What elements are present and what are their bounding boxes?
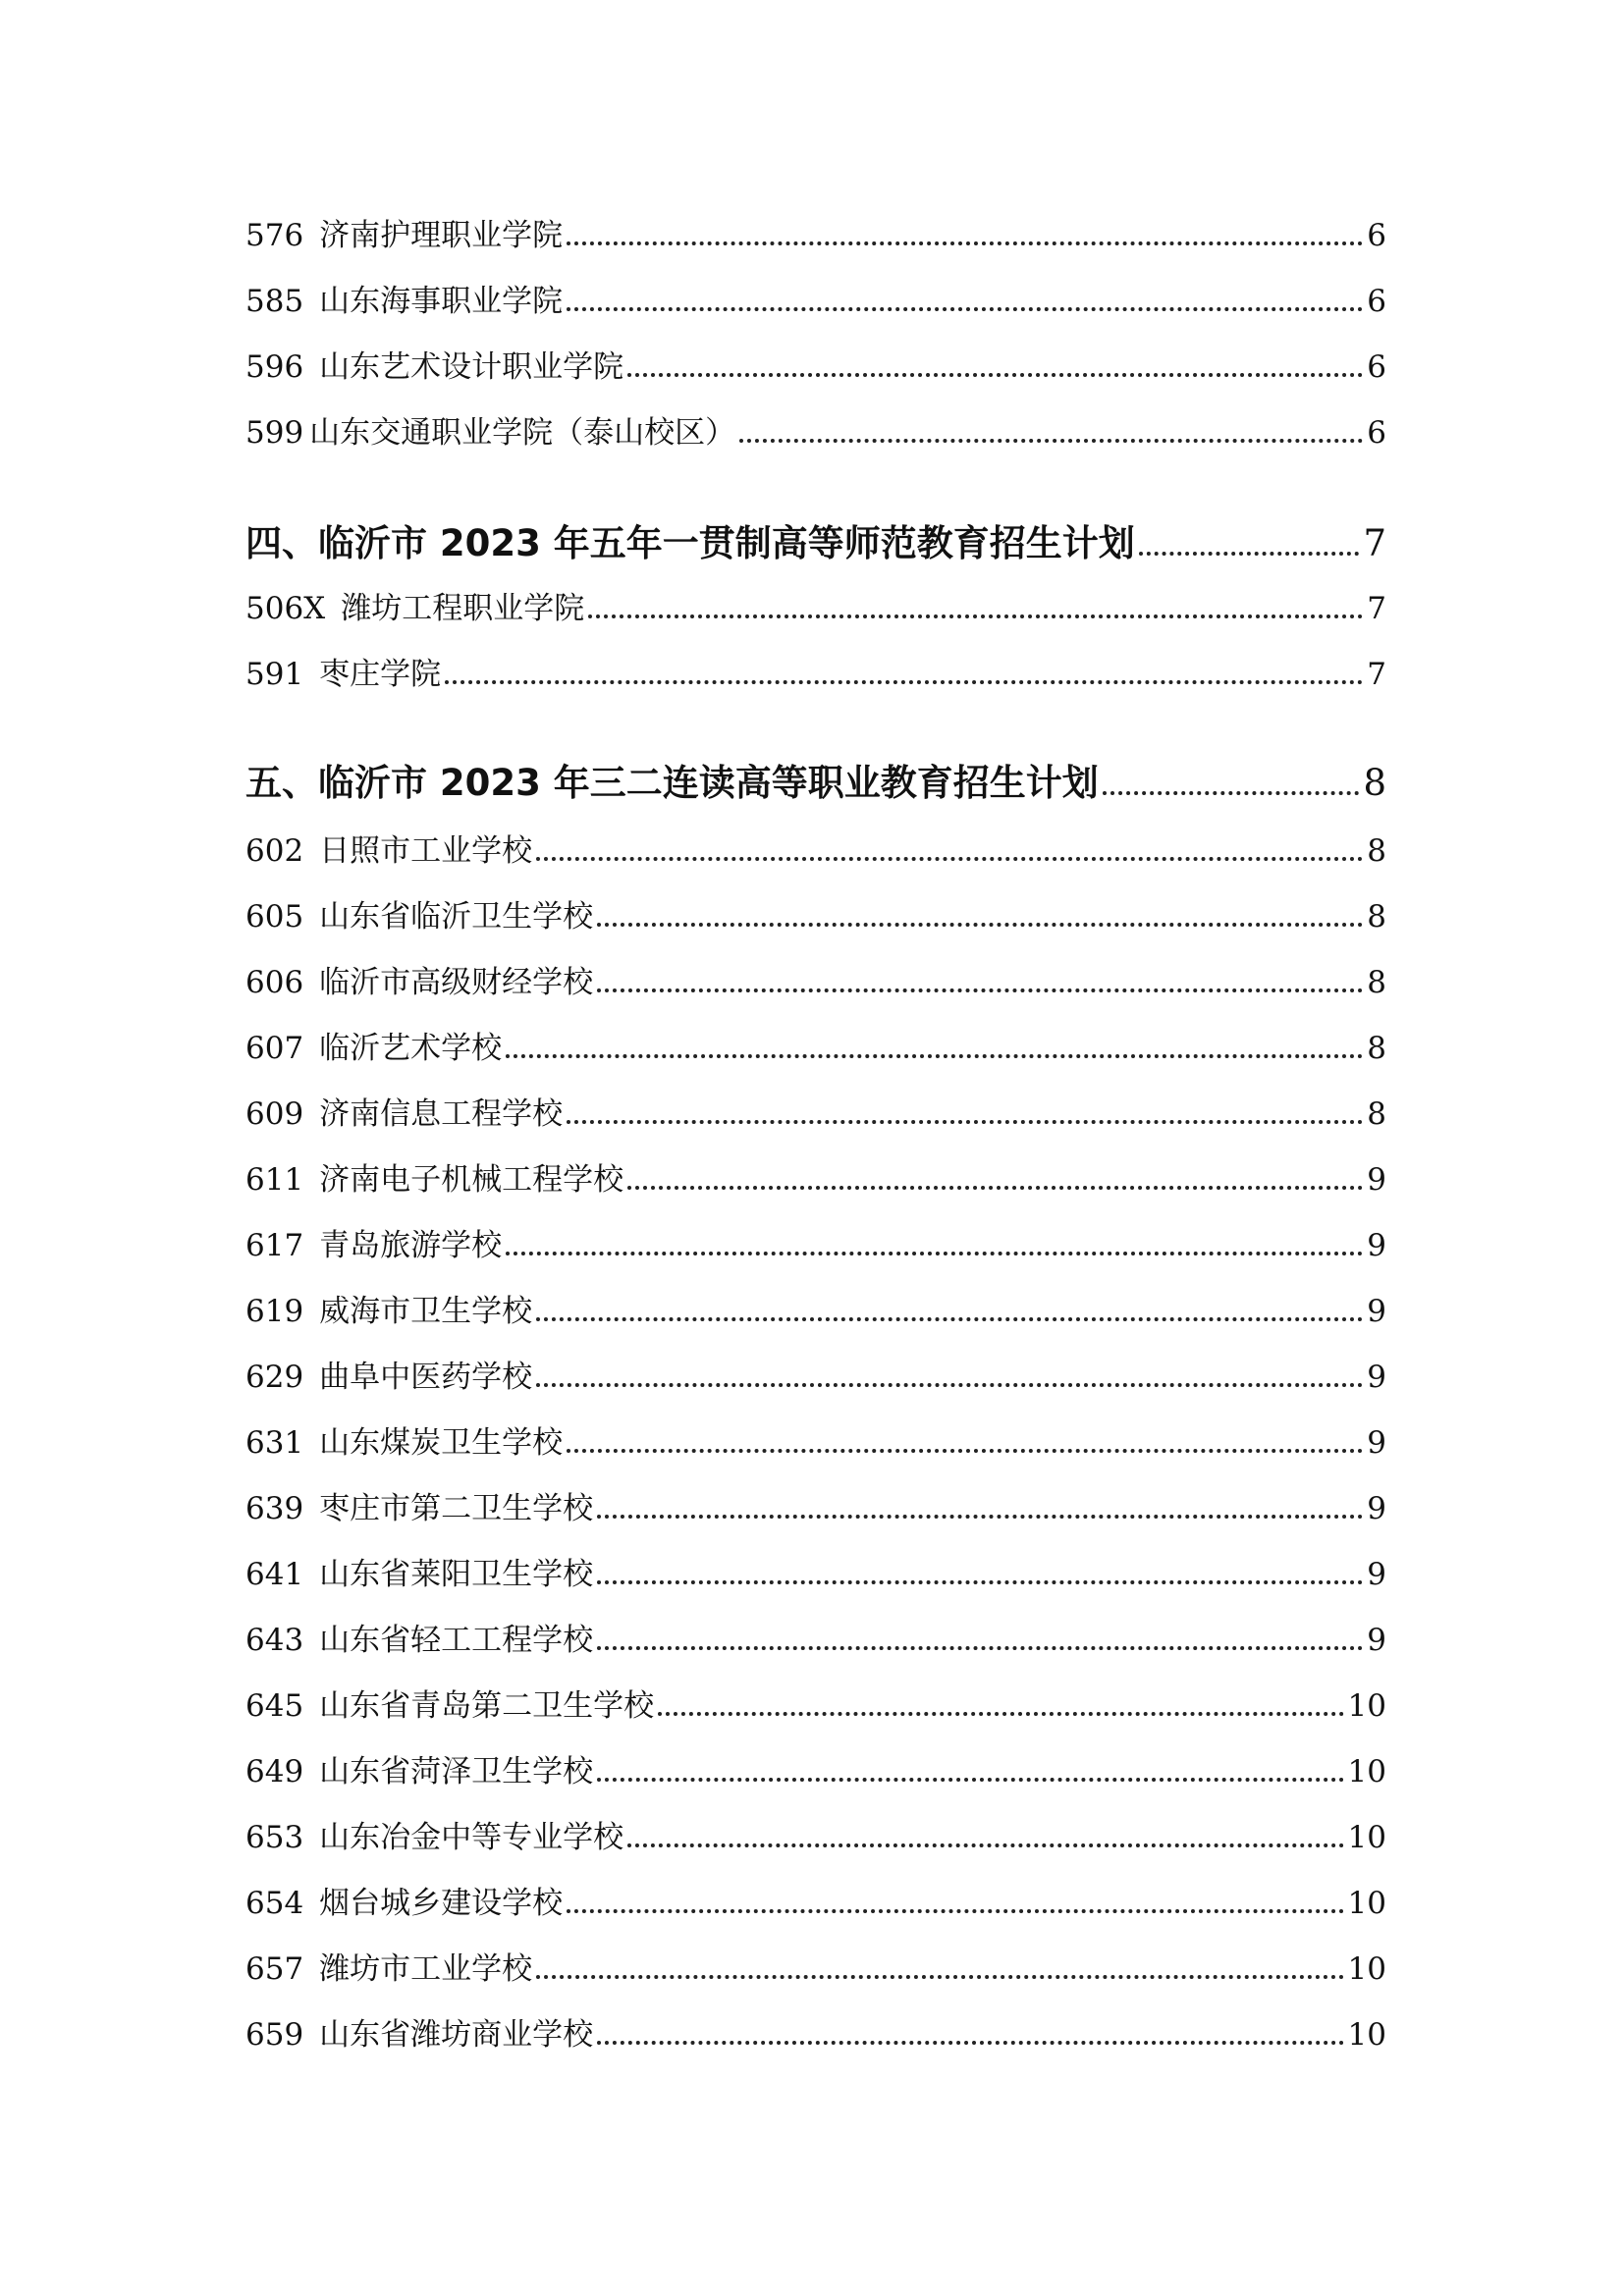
dot-leader xyxy=(739,411,1363,454)
entry-code: 605 xyxy=(245,899,304,934)
entry-title: 青岛旅游学校 xyxy=(319,1228,503,1263)
section-heading-title: 五、临沂市 2023 年三二连读高等职业教育招生计划 xyxy=(245,762,1099,804)
dot-leader xyxy=(597,1619,1363,1662)
dot-leader xyxy=(658,1684,1343,1728)
entry-code: 617 xyxy=(245,1228,304,1263)
entry-title: 山东省潍坊商业学校 xyxy=(319,2017,594,2053)
entry-code: 631 xyxy=(245,1425,304,1461)
entry-title: 山东省轻工工程学校 xyxy=(319,1623,594,1658)
dot-leader xyxy=(627,1158,1363,1201)
entry-page-number: 8 xyxy=(1367,1096,1386,1132)
entry-page-number: 10 xyxy=(1347,1886,1386,1921)
dot-leader xyxy=(536,829,1363,873)
entry-code: 649 xyxy=(245,1754,304,1789)
toc-entry[interactable] xyxy=(245,1356,1386,1399)
entry-code: 629 xyxy=(245,1360,304,1395)
toc-entry[interactable] xyxy=(245,1619,1386,1662)
entry-page-number: 9 xyxy=(1367,1162,1386,1198)
entry-page-number: 10 xyxy=(1347,1951,1386,1987)
toc-section-heading-4[interactable] xyxy=(245,518,1386,569)
entry-page-number: 10 xyxy=(1347,2017,1386,2053)
toc-entry[interactable] xyxy=(245,1421,1386,1465)
entry-title: 山东冶金中等专业学校 xyxy=(319,1820,624,1855)
entry-title: 枣庄市第二卫生学校 xyxy=(319,1491,594,1526)
dot-leader xyxy=(506,1224,1363,1267)
entry-page-number: 9 xyxy=(1367,1557,1386,1592)
toc-entry[interactable] xyxy=(245,1158,1386,1201)
entry-code: 599 xyxy=(245,415,304,451)
entry-code: 645 xyxy=(245,1688,304,1724)
entry-page-number: 8 xyxy=(1367,1031,1386,1066)
entry-code: 596 xyxy=(245,349,304,385)
toc-entry[interactable] xyxy=(245,895,1386,938)
toc-entry[interactable] xyxy=(245,214,1386,257)
entry-page-number: 6 xyxy=(1367,218,1386,253)
dot-leader xyxy=(567,1421,1363,1465)
dot-leader xyxy=(567,1882,1343,1925)
section-page-number: 7 xyxy=(1363,522,1386,564)
entry-code: 606 xyxy=(245,965,304,1000)
toc-entry[interactable] xyxy=(245,2013,1386,2056)
dot-leader xyxy=(506,1027,1363,1070)
toc-section-heading-5[interactable] xyxy=(245,758,1386,809)
dot-leader xyxy=(567,280,1363,323)
entry-title: 山东艺术设计职业学院 xyxy=(319,349,624,385)
dot-leader xyxy=(536,1356,1363,1399)
toc-entry[interactable] xyxy=(245,1487,1386,1530)
toc-entry[interactable] xyxy=(245,961,1386,1004)
entry-title: 山东海事职业学院 xyxy=(319,284,564,319)
dot-leader xyxy=(627,1816,1343,1859)
dot-leader xyxy=(588,587,1363,630)
dot-leader xyxy=(567,214,1363,257)
entry-page-number: 9 xyxy=(1367,1425,1386,1461)
entry-page-number: 7 xyxy=(1367,591,1386,626)
entry-title: 山东省临沂卫生学校 xyxy=(319,899,594,934)
toc-entry[interactable] xyxy=(245,1290,1386,1333)
entry-title: 山东省菏泽卫生学校 xyxy=(319,1754,594,1789)
dot-leader xyxy=(597,2013,1343,2056)
entry-page-number: 6 xyxy=(1367,349,1386,385)
toc-entry[interactable] xyxy=(245,1684,1386,1728)
dot-leader xyxy=(627,346,1363,389)
dot-leader xyxy=(597,961,1363,1004)
entry-page-number: 10 xyxy=(1347,1688,1386,1724)
entry-code: 506X xyxy=(245,591,326,626)
entry-title: 潍坊市工业学校 xyxy=(319,1951,533,1987)
entry-title: 潍坊工程职业学院 xyxy=(341,591,585,626)
entry-code: 602 xyxy=(245,833,304,869)
toc-entry[interactable] xyxy=(245,587,1386,630)
entry-title: 山东省青岛第二卫生学校 xyxy=(319,1688,655,1724)
entry-code: 611 xyxy=(245,1162,304,1198)
section-page-number: 8 xyxy=(1363,762,1386,804)
dot-leader xyxy=(597,1750,1343,1793)
entry-page-number: 8 xyxy=(1367,833,1386,869)
entry-title: 枣庄学院 xyxy=(319,657,442,692)
entry-code: 653 xyxy=(245,1820,304,1855)
entry-code: 619 xyxy=(245,1294,304,1329)
entry-code: 576 xyxy=(245,218,304,253)
toc-entry[interactable] xyxy=(245,280,1386,323)
toc-entry[interactable] xyxy=(245,411,1386,454)
entry-page-number: 7 xyxy=(1367,657,1386,692)
toc-entry[interactable] xyxy=(245,653,1386,696)
entry-code: 659 xyxy=(245,2017,304,2053)
entry-title: 日照市工业学校 xyxy=(319,833,533,869)
entry-page-number: 10 xyxy=(1347,1754,1386,1789)
toc-entry[interactable] xyxy=(245,346,1386,389)
dot-leader xyxy=(1103,758,1360,809)
entry-page-number: 9 xyxy=(1367,1294,1386,1329)
entry-page-number: 9 xyxy=(1367,1360,1386,1395)
toc-entry[interactable] xyxy=(245,1553,1386,1596)
toc-entry[interactable] xyxy=(245,1750,1386,1793)
entry-page-number: 6 xyxy=(1367,415,1386,451)
entry-title: 山东煤炭卫生学校 xyxy=(319,1425,564,1461)
entry-title: 济南信息工程学校 xyxy=(319,1096,564,1132)
entry-code: 639 xyxy=(245,1491,304,1526)
entry-code: 585 xyxy=(245,284,304,319)
dot-leader xyxy=(536,1290,1363,1333)
dot-leader xyxy=(1139,518,1360,569)
dot-leader xyxy=(445,653,1363,696)
entry-page-number: 9 xyxy=(1367,1228,1386,1263)
entry-title: 山东交通职业学院（泰山校区） xyxy=(309,415,736,451)
toc-entry[interactable] xyxy=(245,1224,1386,1267)
section-heading-title: 四、临沂市 2023 年五年一贯制高等师范教育招生计划 xyxy=(245,522,1135,564)
dot-leader xyxy=(536,1948,1343,1991)
toc-entry[interactable] xyxy=(245,1816,1386,1859)
entry-code: 591 xyxy=(245,657,304,692)
entry-code: 657 xyxy=(245,1951,304,1987)
entry-page-number: 8 xyxy=(1367,899,1386,934)
toc-entry[interactable] xyxy=(245,1948,1386,1991)
entry-code: 609 xyxy=(245,1096,304,1132)
toc-entry[interactable] xyxy=(245,1027,1386,1070)
entry-code: 607 xyxy=(245,1031,304,1066)
entry-page-number: 9 xyxy=(1367,1491,1386,1526)
entry-page-number: 6 xyxy=(1367,284,1386,319)
entry-title: 济南电子机械工程学校 xyxy=(319,1162,624,1198)
dot-leader xyxy=(597,1487,1363,1530)
entry-title: 山东省莱阳卫生学校 xyxy=(319,1557,594,1592)
entry-title: 曲阜中医药学校 xyxy=(319,1360,533,1395)
dot-leader xyxy=(567,1093,1363,1136)
dot-leader xyxy=(597,895,1363,938)
toc-entry[interactable] xyxy=(245,1882,1386,1925)
entry-page-number: 10 xyxy=(1347,1820,1386,1855)
entry-title: 济南护理职业学院 xyxy=(319,218,564,253)
toc-entry[interactable] xyxy=(245,829,1386,873)
entry-title: 烟台城乡建设学校 xyxy=(319,1886,564,1921)
entry-code: 654 xyxy=(245,1886,304,1921)
entry-page-number: 9 xyxy=(1367,1623,1386,1658)
entry-code: 641 xyxy=(245,1557,304,1592)
dot-leader xyxy=(597,1553,1363,1596)
entry-title: 临沂市高级财经学校 xyxy=(319,965,594,1000)
entry-title: 威海市卫生学校 xyxy=(319,1294,533,1329)
entry-page-number: 8 xyxy=(1367,965,1386,1000)
toc-entry[interactable] xyxy=(245,1093,1386,1136)
entry-code: 643 xyxy=(245,1623,304,1658)
entry-title: 临沂艺术学校 xyxy=(319,1031,503,1066)
